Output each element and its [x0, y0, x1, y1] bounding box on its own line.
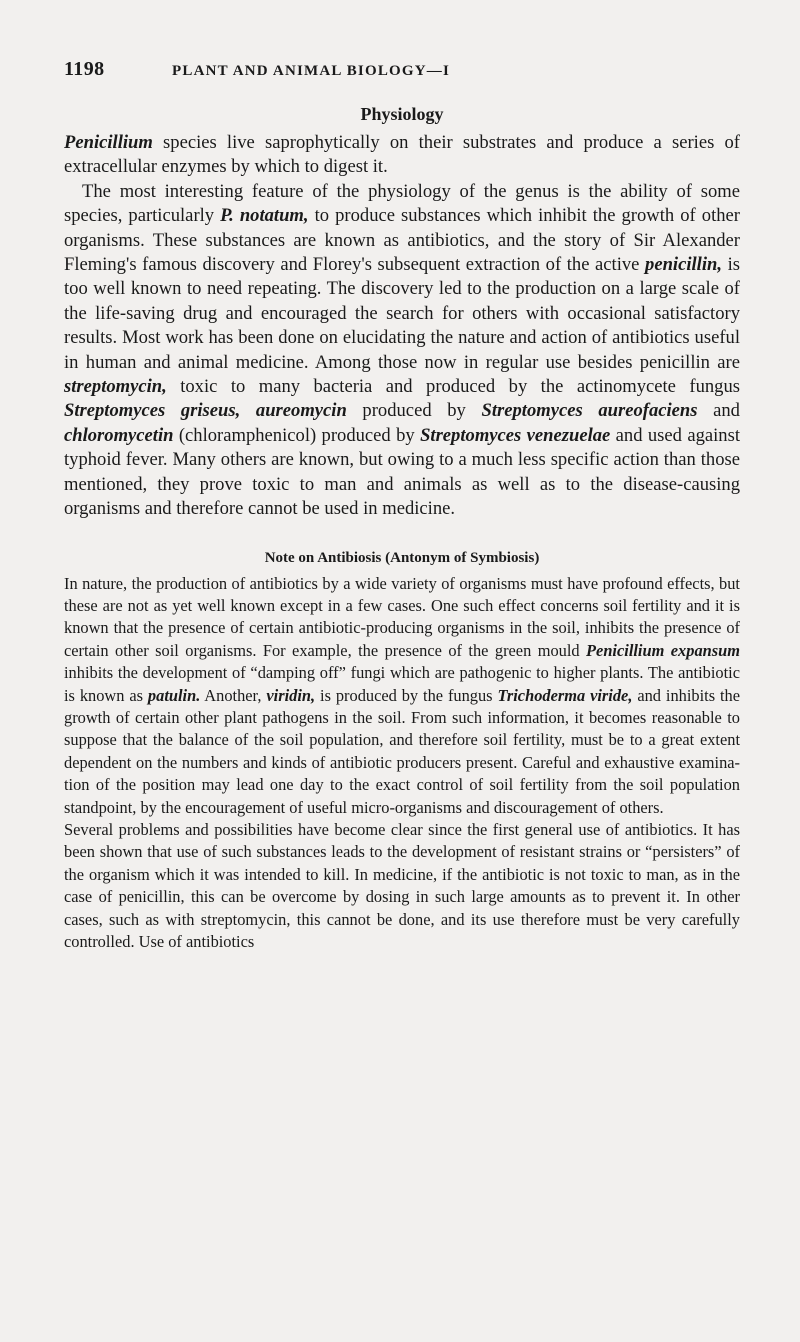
paragraph: The most interesting feature of the physiology of the genus is the ability of some species, particularly P. notatum, to produce substances which inhibit the growth of other organisms. These substances are known as antibiotics, and the story of Sir Alexander Fleming's famous discovery and Florey's subsequent extraction of the active penicillin, is too well known to need repeating. The discovery led to the production on a large scale of the life-saving drug and encouraged the search for others with occasional satisfactory results. Most work has been done on elucidating the nature and action of antibiotics useful in human and animal medicine. Among those now in regular use besides penicillin are streptomycin, toxic to many bacteria and produced by the actinomycete fungus Streptomyces griseus, aureomycin produced by Streptomyces aureofaciens and chloromycetin (chloramphenicol) produced by Streptomyces venezuelae and used against typhoid fever. Many others are known, but owing to a much less specific action than those mentioned, they prove toxic to man and animals as well as to the disease-causing organisms and therefore cannot be used in medicine. [64, 180, 740, 520]
paragraph: Penicillium species live saprophytically on their substrates and produce a series of extracellular enzymes by which to digest it. [64, 132, 740, 178]
running-header [64, 58, 740, 90]
page-number: 1198 [64, 58, 105, 80]
physiology-section [64, 131, 740, 522]
note-heading: Note on Antibiosis (Antonym of Symbiosis) [264, 549, 540, 566]
paragraph: In nature, the production of antibiotics by a wide variety of organisms must have profound effects, but these are not as yet well known except in a few cases. One such effect concerns soil fertility and it is known that the presence of certain antibiotic-producing organisms in the soil, inhibits the presence of certain other soil organisms. For example, the presence of the green mould Penicillium expansum inhibits the development of “damping off” fungi which are pathogenic to higher plants. The antibiotic is known as patulin. Another, viridin, is produced by the fungus Trichoderma viride, and inhibits the growth of certain other plant pathogens in the soil. From such information, it becomes reasonable to suppose that the balance of the soil population, and therefore soil fertility, must be to a great extent dependent on the numbers and kinds of antibiotic producers present. Careful and exhaustive examina-tion of the position may lead one day to the exact control of soil fertility from the soil population standpoint, by the encouragement of useful micro-organisms and discouragement of others. [64, 573, 740, 817]
antibiosis-note [64, 573, 740, 954]
section-heading: Physiology [360, 104, 444, 124]
paragraph: Several problems and possibilities have become clear since the first general use of antibiotics. It has been shown that use of such substances leads to the development of resistant strains or “persisters” of the organism which it was intended to kill. In medicine, if the antibiotic is not toxic to man, as in the case of penicillin, this can be overcome by dosing in such large amounts as to prevent it. In other cases, such as with streptomycin, this cannot be done, and its use therefore must be very carefully controlled. Use of antibiotics [64, 819, 740, 951]
book-page [64, 58, 740, 953]
running-title: PLANT AND ANIMAL BIOLOGY—I [172, 63, 451, 79]
